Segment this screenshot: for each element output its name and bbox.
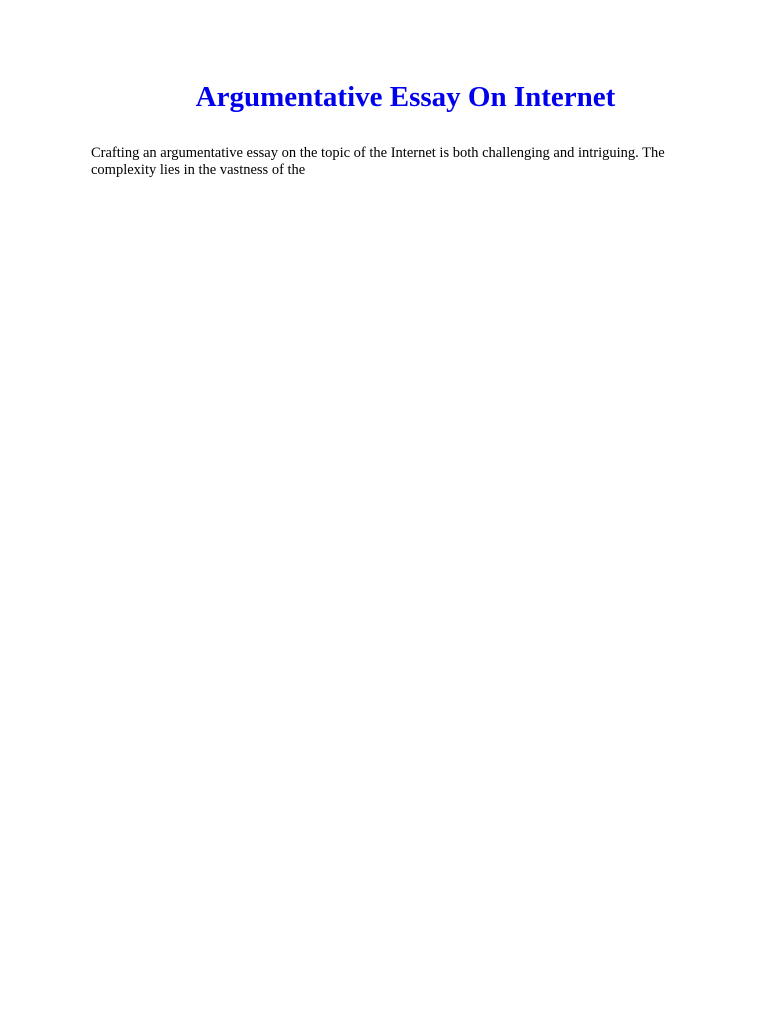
document-title: Argumentative Essay On Internet <box>195 81 616 113</box>
document-body-paragraph: Crafting an argumentative essay on the topic of the Internet is both challenging and intriguing. The complexity lies in the vastness of the <box>91 145 665 178</box>
